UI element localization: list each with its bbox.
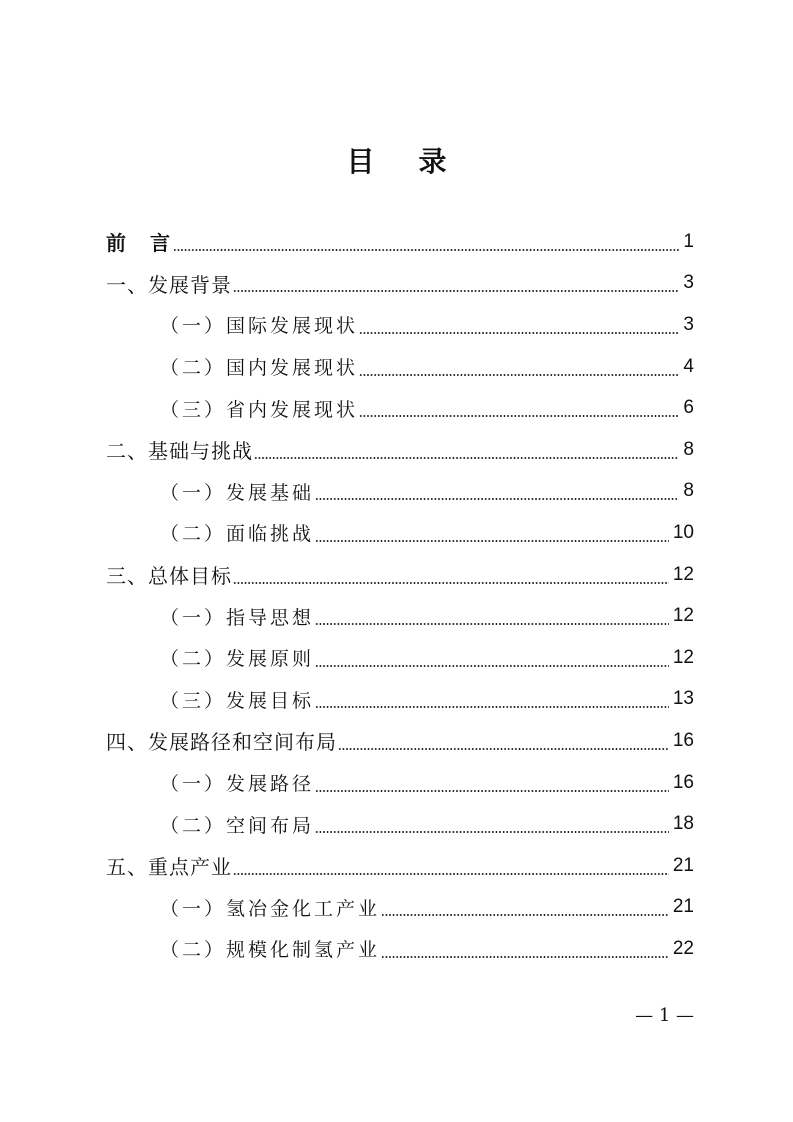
- toc-entry-page: 21: [672, 854, 694, 876]
- toc-dot-leader: [315, 706, 669, 708]
- toc-entry-page: 12: [672, 646, 694, 668]
- toc-entry-label: （二）规模化制氢产业: [160, 939, 381, 962]
- toc-entry-preface: [106, 221, 694, 263]
- page-title: 目 录: [346, 145, 455, 178]
- toc-entry-page: 6: [683, 397, 694, 419]
- toc-entry-label: 四、发展路径和空间布局: [106, 730, 337, 755]
- toc-entry-page: 8: [683, 480, 694, 502]
- toc-dot-leader: [359, 415, 679, 417]
- toc-dot-leader: [359, 332, 679, 334]
- toc-entry-label: （一）国际发展现状: [160, 315, 359, 338]
- toc-dot-leader: [315, 540, 669, 542]
- toc-entry-page: 1: [683, 230, 694, 252]
- toc-entry-page: 12: [672, 563, 694, 585]
- toc-dot-leader: [315, 623, 669, 625]
- toc-entry-label: 一、发展背景: [106, 272, 232, 297]
- toc-dot-leader: [315, 498, 679, 500]
- toc-entry-label: （一）发展路径: [160, 773, 315, 796]
- toc-dot-leader: [233, 582, 669, 584]
- toc-entry-page: 3: [683, 272, 694, 294]
- toc-dot-leader: [315, 665, 669, 667]
- toc-entry-label: 二、基础与挑战: [106, 439, 253, 464]
- toc-entry-page: 16: [672, 771, 694, 793]
- toc-entry-section: [160, 595, 694, 637]
- toc-entry-page: 10: [672, 521, 694, 543]
- toc-entry-section: [160, 637, 694, 679]
- toc-dot-leader: [315, 790, 669, 792]
- page-number-footer: — 1 —: [635, 1005, 694, 1026]
- toc-entry-label: （三）省内发展现状: [160, 398, 359, 421]
- toc-entry-section: [160, 471, 694, 513]
- toc-entry-section: [160, 387, 694, 429]
- toc-dot-leader: [233, 873, 669, 875]
- toc-entry-label: （一）发展基础: [160, 481, 315, 504]
- toc-entry-chapter-4: [106, 720, 694, 762]
- toc-entry-page: 13: [672, 688, 694, 710]
- table-of-contents: [0, 221, 793, 970]
- toc-entry-page: 22: [672, 937, 694, 959]
- toc-dot-leader: [173, 249, 679, 251]
- toc-entry-label: 五、重点产业: [106, 855, 232, 880]
- toc-entry-section: [160, 928, 694, 970]
- toc-entry-label: （二）发展原则: [160, 648, 315, 671]
- toc-entry-chapter-3: [106, 554, 694, 596]
- toc-entry-label: （三）发展目标: [160, 689, 315, 712]
- toc-entry-section: [160, 803, 694, 845]
- toc-entry-chapter-1: [106, 263, 694, 305]
- toc-entry-label: （二）空间布局: [160, 814, 315, 837]
- toc-entry-section: [160, 762, 694, 804]
- toc-entry-label: （一）指导思想: [160, 606, 315, 629]
- toc-entry-label: 前 言: [106, 231, 172, 256]
- toc-entry-page: 3: [683, 313, 694, 335]
- toc-dot-leader: [233, 290, 679, 292]
- toc-dot-leader: [315, 831, 669, 833]
- toc-entry-page: 8: [683, 438, 694, 460]
- toc-entry-label: （一）氢冶金化工产业: [160, 897, 381, 920]
- toc-entry-label: 三、总体目标: [106, 564, 232, 589]
- toc-dot-leader: [381, 956, 669, 958]
- toc-dot-leader: [381, 914, 669, 916]
- toc-entry-page: 4: [683, 355, 694, 377]
- toc-entry-chapter-2: [106, 429, 694, 471]
- toc-entry-label: （二）国内发展现状: [160, 357, 359, 380]
- toc-dot-leader: [338, 748, 669, 750]
- toc-entry-chapter-5: [106, 845, 694, 887]
- toc-entry-page: 16: [672, 729, 694, 751]
- toc-dot-leader: [359, 374, 679, 376]
- toc-entry-section: [160, 512, 694, 554]
- toc-entry-page: 12: [672, 605, 694, 627]
- toc-entry-section: [160, 887, 694, 929]
- toc-entry-section: [160, 679, 694, 721]
- toc-entry-section: [160, 304, 694, 346]
- toc-entry-section: [160, 346, 694, 388]
- toc-entry-page: 21: [672, 896, 694, 918]
- toc-entry-label: （二）面临挑战: [160, 523, 315, 546]
- toc-entry-page: 18: [672, 813, 694, 835]
- toc-dot-leader: [254, 457, 679, 459]
